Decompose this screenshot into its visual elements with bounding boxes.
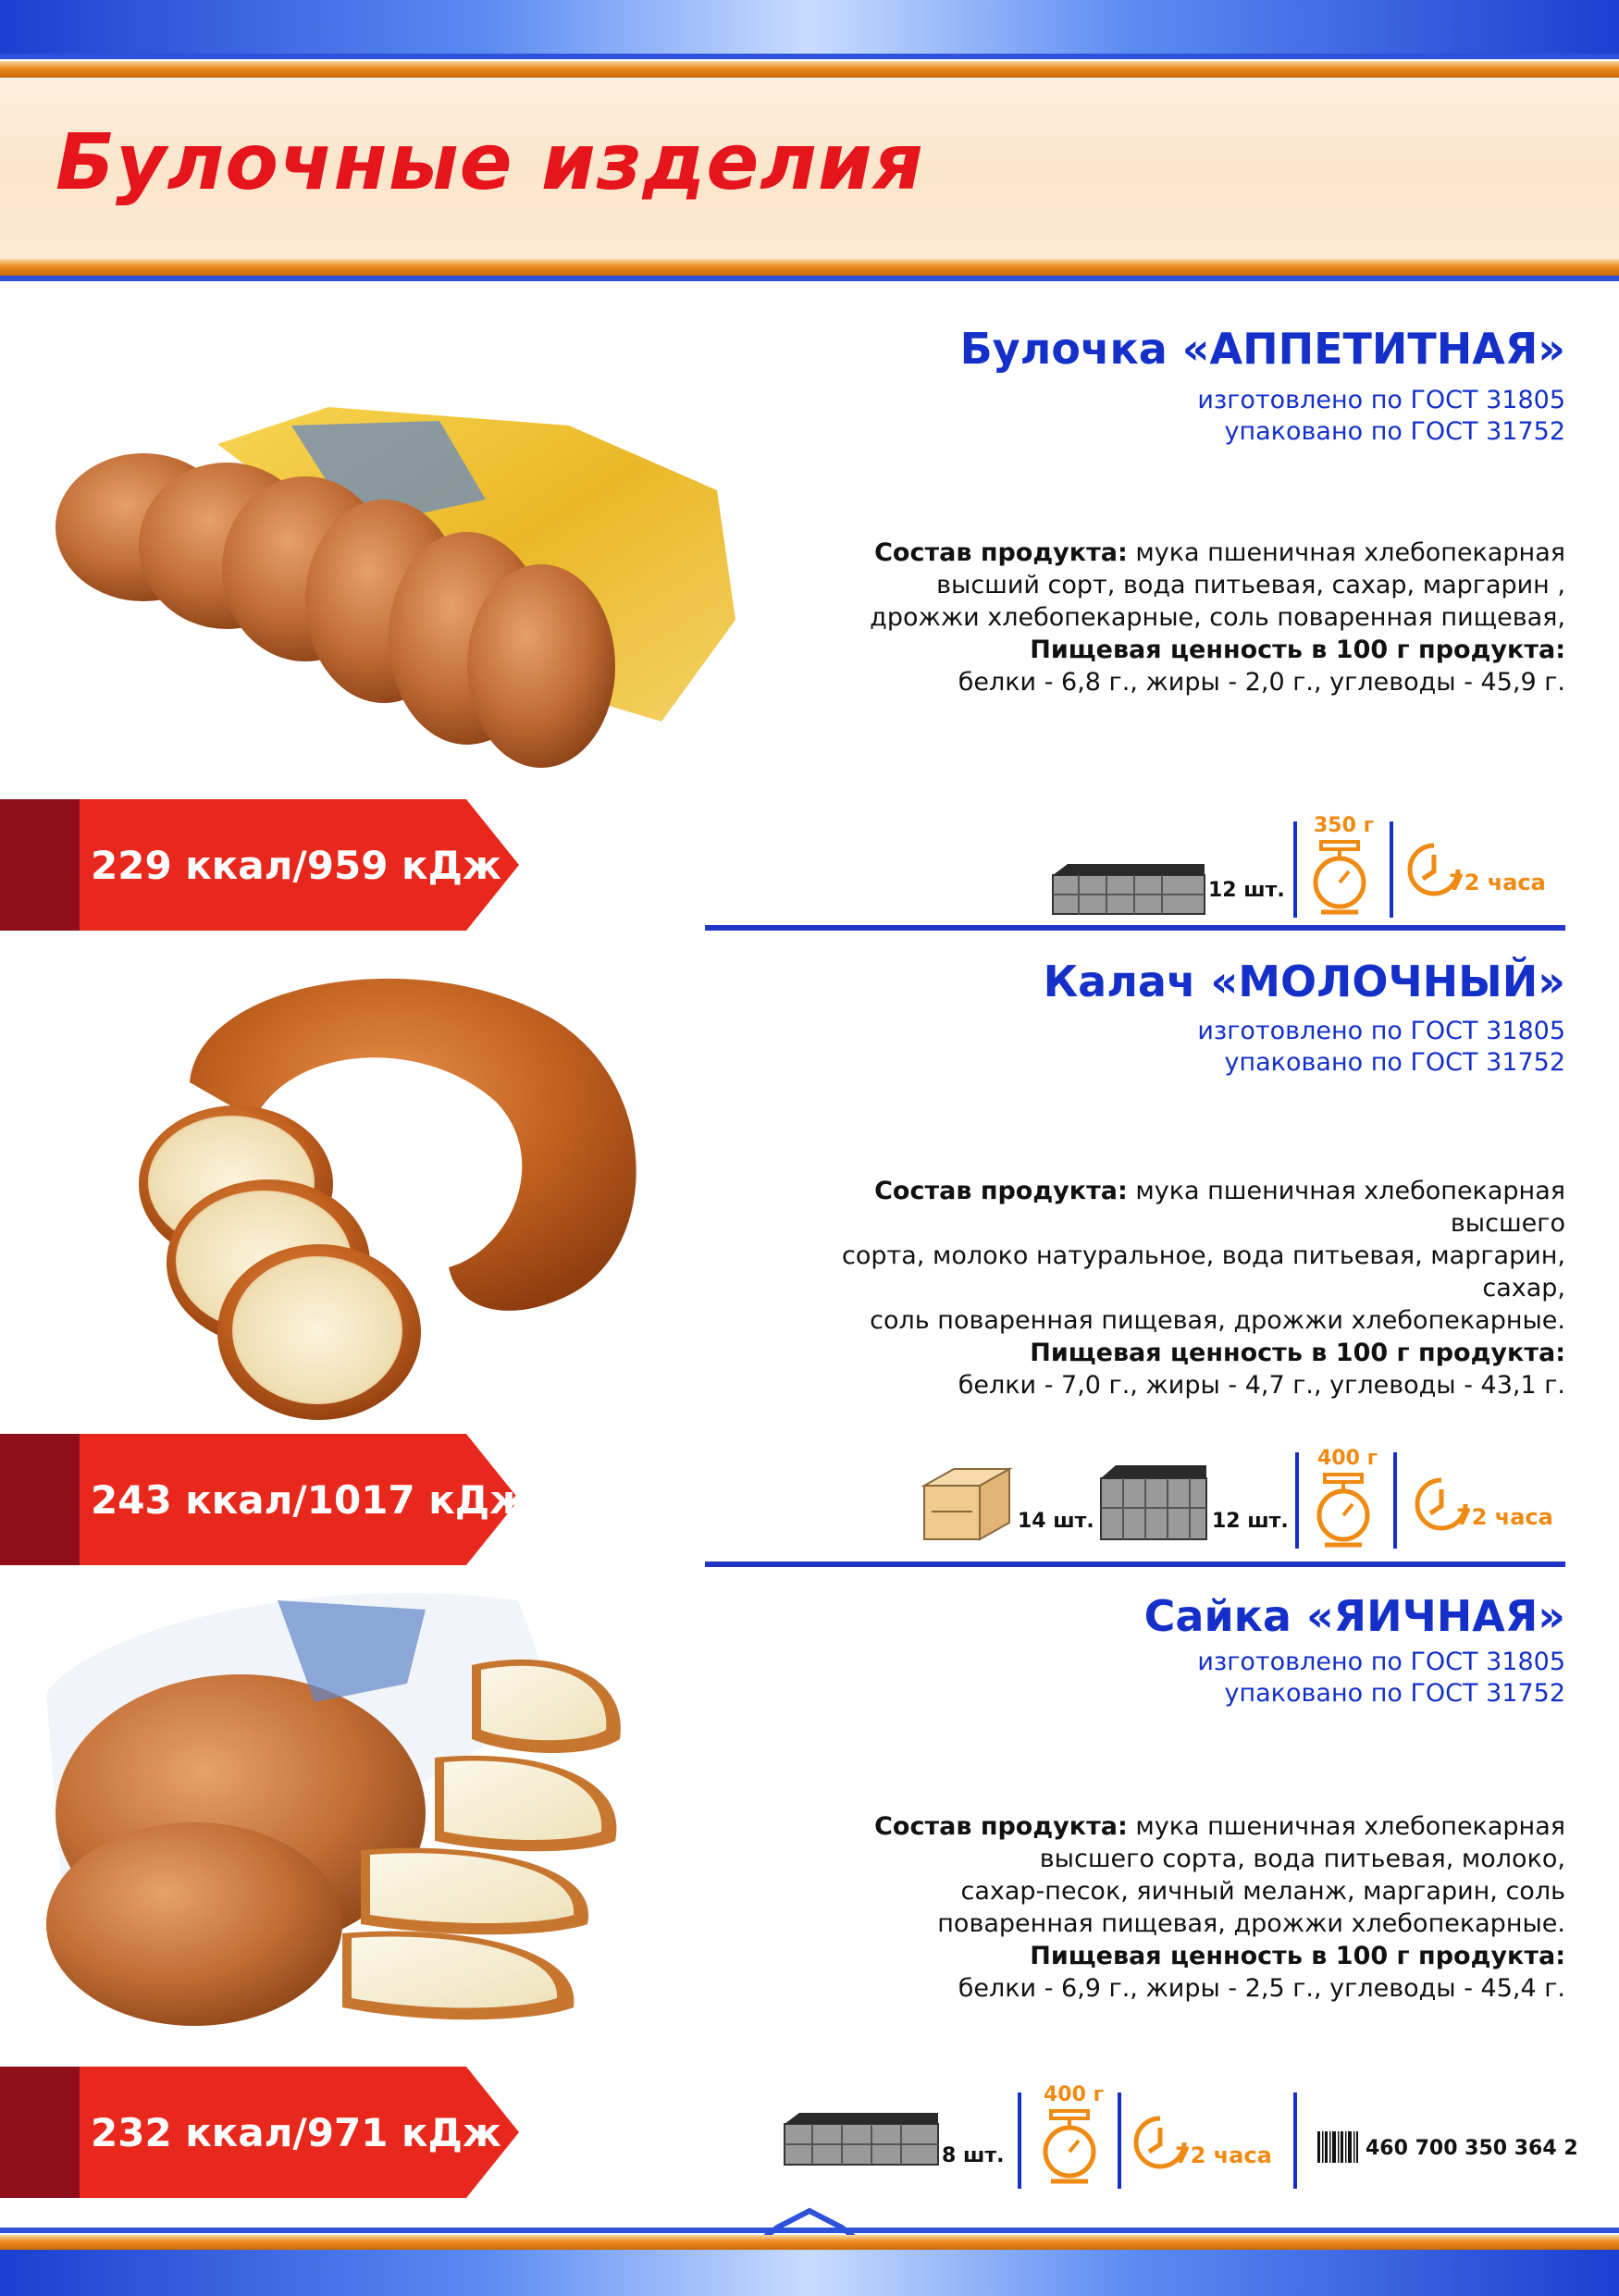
- page-title: Булочные изделия: [56, 117, 924, 207]
- nutrition-label: Пищевая ценность в 100 г продукта:: [1030, 1942, 1565, 1970]
- gost-packed: упаковано по ГОСТ 31752: [1224, 1048, 1565, 1077]
- product-photo-bulochka: [51, 389, 754, 786]
- icon-separator: [1293, 821, 1297, 918]
- crate-icon: [1099, 1463, 1208, 1541]
- footer-blue-line: [0, 2228, 1619, 2233]
- weight-label: 400 г: [1044, 2083, 1105, 2106]
- gost-made: изготовлено по ГОСТ 31805: [1197, 1648, 1565, 1676]
- product-photo-kalach: [69, 944, 680, 1425]
- product-title: Сайка «ЯИЧНАЯ»: [1143, 1591, 1565, 1641]
- icon-separator: [1390, 821, 1393, 918]
- header-blue-line: [0, 54, 1619, 59]
- icon-separator: [1018, 2092, 1021, 2189]
- nutrition-label: Пищевая ценность в 100 г продукта:: [1030, 636, 1565, 664]
- shelf-life: 72 часа: [1175, 2142, 1272, 2168]
- barcode-icon: [1317, 2131, 1358, 2163]
- icon-separator: [1118, 2092, 1121, 2189]
- composition-line: мука пшеничная хлебопекарная: [1135, 1812, 1565, 1841]
- composition-line: высшего сорта, вода питьевая, молоко,: [1039, 1845, 1565, 1873]
- header-orange-line: [0, 61, 1619, 78]
- top-gradient-band: [0, 0, 1619, 54]
- section-divider: [705, 925, 1565, 931]
- icon-separator: [1295, 1452, 1299, 1549]
- crate-quantity: 12 шт.: [1208, 879, 1285, 902]
- crate-icon: [1051, 862, 1206, 916]
- nutrition-values: белки - 7,0 г., жиры - 4,7 г., углеводы - 43,1 г.: [958, 1371, 1565, 1400]
- nutrition-label: Пищевая ценность в 100 г продукта:: [1030, 1339, 1565, 1367]
- composition-block: [770, 1175, 1565, 1401]
- icon-separator: [1293, 2092, 1297, 2189]
- composition-line: сахар-песок, яичный меланж, маргарин, соль: [960, 1877, 1565, 1906]
- composition-block: [770, 1810, 1565, 2005]
- scale-icon: [1312, 1473, 1375, 1549]
- composition-label: Состав продукта:: [874, 1812, 1128, 1841]
- composition-line: мука пшеничная хлебопекарная: [1135, 538, 1565, 567]
- scale-icon: [1038, 2109, 1101, 2185]
- section-divider: [705, 1562, 1565, 1567]
- header-orange-line-bottom: [0, 259, 1619, 276]
- product-title: Калач «МОЛОЧНЫЙ»: [1043, 957, 1565, 1006]
- composition-block: [770, 537, 1565, 698]
- shelf-life: 72 часа: [1456, 1504, 1553, 1530]
- composition-line: соль поваренная пищевая, дрожжи хлебопекарные.: [870, 1306, 1565, 1335]
- box-quantity: 14 шт.: [1018, 1510, 1094, 1533]
- composition-line: дрожжи хлебопекарные, соль поваренная пищевая,: [870, 603, 1565, 632]
- composition-line: мука пшеничная хлебопекарная высшего: [1135, 1177, 1565, 1238]
- weight-label: 350 г: [1314, 814, 1375, 837]
- composition-label: Состав продукта:: [874, 538, 1128, 567]
- product-title: Булочка «АППЕТИТНАЯ»: [959, 324, 1565, 374]
- footer-gradient-band: [0, 2250, 1619, 2296]
- barcode-number: 460 700 350 364 2: [1366, 2137, 1578, 2160]
- gost-made: изготовлено по ГОСТ 31805: [1197, 1017, 1565, 1045]
- box-icon: [921, 1460, 1013, 1543]
- nutrition-values: белки - 6,8 г., жиры - 2,0 г., углеводы - 45,9 г.: [958, 668, 1565, 697]
- product-photo-saika: [37, 1573, 740, 2054]
- gost-packed: упаковано по ГОСТ 31752: [1224, 417, 1565, 446]
- crate-icon: [783, 2111, 940, 2166]
- composition-line: высший сорт, вода питьевая, сахар, маргарин ,: [936, 571, 1565, 599]
- icon-separator: [1393, 1452, 1397, 1549]
- crate-quantity: 12 шт.: [1212, 1510, 1289, 1533]
- header-blue-line-bottom: [0, 276, 1619, 281]
- nutrition-values: белки - 6,9 г., жиры - 2,5 г., углеводы - 45,4 г.: [958, 1974, 1565, 2003]
- composition-line: сорта, молоко натуральное, вода питьевая, маргарин, сахар,: [842, 1241, 1565, 1302]
- gost-packed: упаковано по ГОСТ 31752: [1224, 1679, 1565, 1708]
- shelf-life: 72 часа: [1449, 870, 1546, 895]
- energy-value: 243 ккал/1017 кДж: [91, 1476, 528, 1523]
- crate-quantity: 8 шт.: [942, 2144, 1005, 2167]
- energy-value: 232 ккал/971 кДж: [91, 2109, 501, 2155]
- gost-made: изготовлено по ГОСТ 31805: [1197, 386, 1565, 414]
- weight-label: 400 г: [1317, 1447, 1378, 1470]
- composition-label: Состав продукта:: [874, 1177, 1128, 1205]
- footer-orange-line: [0, 2235, 1619, 2250]
- energy-value: 229 ккал/959 кДж: [91, 842, 501, 888]
- scale-icon: [1308, 840, 1371, 916]
- composition-line: поваренная пищевая, дрожжи хлебопекарные.: [937, 1909, 1565, 1938]
